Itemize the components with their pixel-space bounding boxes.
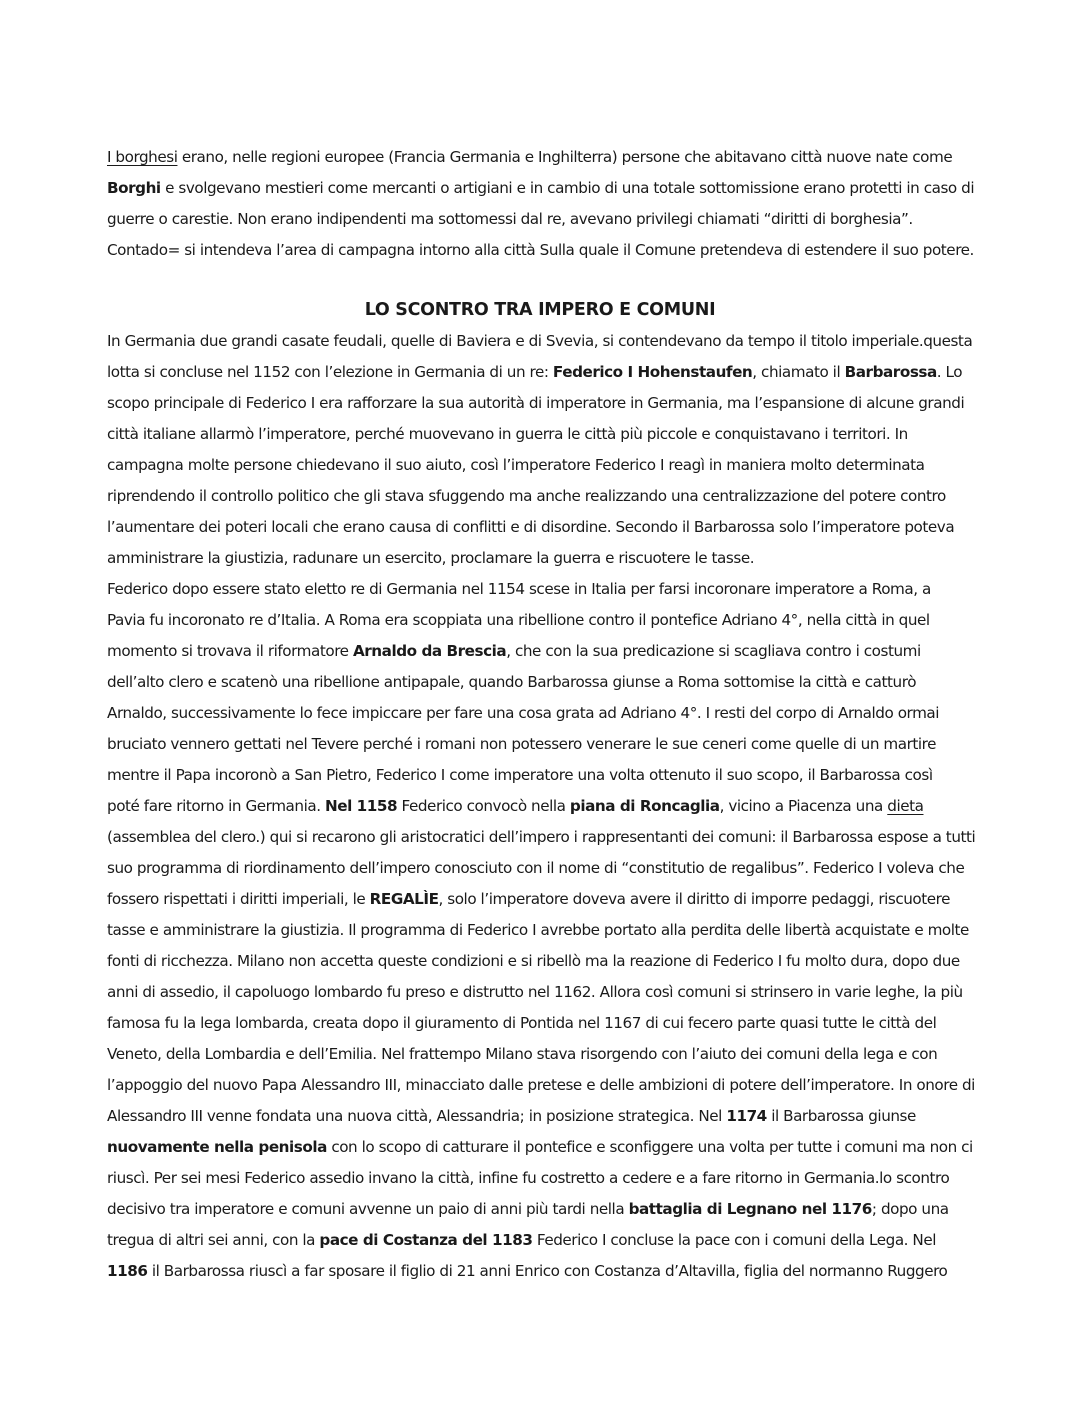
text-line xyxy=(107,481,982,512)
text-run: Federico dopo essere stato eletto re di Germania nel 1154 scese in Italia per farsi incoronare imperatore a Roma, a xyxy=(107,580,931,598)
text-line xyxy=(107,450,982,481)
text-run: Veneto, della Lombardia e dell’Emilia. Nel frattempo Milano stava risorgendo con l’aiuto dei comuni della lega e con xyxy=(107,1045,938,1063)
text-line xyxy=(107,1070,982,1101)
text-line xyxy=(107,977,982,1008)
text-run: l’appoggio del nuovo Papa Alessandro III, minacciato dalle pretese e delle ambizioni di potere dell’imperatore. In onore di xyxy=(107,1076,975,1094)
text-line xyxy=(107,574,982,605)
text-line xyxy=(107,729,982,760)
text-run: suo programma di riordinamento dell’impero conosciuto con il nome di “constitutio de regalibus”. Federico I voleva che xyxy=(107,859,965,877)
text-line xyxy=(107,235,982,266)
bold-term: Arnaldo da Brescia xyxy=(352,642,507,660)
text-line xyxy=(107,698,982,729)
text-run: bruciato vennero gettati nel Tevere perché i romani non potessero venerare le sue ceneri come quelle di un martire xyxy=(107,735,937,753)
text-line xyxy=(107,791,982,822)
text-run: scopo principale di Federico I era rafforzare la sua autorità di imperatore in Germania, ma l’espansione di alcune grandi xyxy=(107,394,965,412)
text-line xyxy=(107,173,982,204)
text-line xyxy=(107,667,982,698)
text-line xyxy=(107,853,982,884)
text-run: , solo l’imperatore doveva avere il diritto di imporre pedaggi, riscuotere xyxy=(438,890,951,908)
text-run: Federico convocò nella xyxy=(397,797,570,815)
underlined-term: I borghesi xyxy=(107,148,178,166)
text-run: riprendendo il controllo politico che gli stava sfuggendo ma anche realizzando una centralizzazione del potere contro xyxy=(107,487,946,505)
text-line xyxy=(107,822,982,853)
text-run: Alessandro III venne fondata una nuova città, Alessandria; in posizione strategica. Nel xyxy=(107,1107,727,1125)
bold-term: Borghi xyxy=(107,179,161,197)
bold-term: 1174 xyxy=(726,1107,767,1125)
bold-term: Nel 1158 xyxy=(324,797,398,815)
text-line xyxy=(107,419,982,450)
text-line xyxy=(107,1008,982,1039)
text-line xyxy=(107,1039,982,1070)
text-run: tasse e amministrare la giustizia. Il programma di Federico I avrebbe portato alla perdita delle libertà acquistate e molte xyxy=(107,921,969,939)
text-run: anni di assedio, il capoluogo lombardo fu preso e distrutto nel 1162. Allora così comuni si strinsero in varie leghe, la più xyxy=(107,983,963,1001)
text-line xyxy=(107,326,982,357)
text-line xyxy=(107,543,982,574)
bold-term: pace di Costanza del 1183 xyxy=(319,1231,533,1249)
text-run: Federico I concluse la pace con i comuni della Lega. Nel xyxy=(532,1231,937,1249)
text-line xyxy=(107,1225,982,1256)
text-run: In Germania due grandi casate feudali, quelle di Baviera e di Svevia, si contendevano da tempo il titolo imperiale.questa xyxy=(107,332,973,350)
text-run: Arnaldo, successivamente lo fece impiccare per fare una cosa grata ad Adriano 4°. I resti del corpo di Arnaldo ormai xyxy=(107,704,940,722)
text-line xyxy=(107,760,982,791)
bold-term: nuovamente nella penisola xyxy=(107,1138,327,1156)
text-line xyxy=(107,946,982,977)
text-run: e svolgevano mestieri come mercanti o artigiani e in cambio di una totale sottomissione erano protetti in caso di xyxy=(160,179,975,197)
text-run: con lo scopo di catturare il pontefice e sconfiggere una volta per tutte i comuni ma non ci xyxy=(326,1138,973,1156)
text-run: (assemblea del clero.) qui si recarono gli aristocratici dell’impero i rappresentanti dei comuni: il Barbarossa espose a tutti xyxy=(107,828,976,846)
bold-term: 1186 xyxy=(107,1262,148,1280)
text-run: fonti di ricchezza. Milano non accetta queste condizioni e si ribellò ma la reazione di Federico I fu molto dura, dopo due xyxy=(107,952,960,970)
text-line xyxy=(107,142,982,173)
text-run: mentre il Papa incoronò a San Pietro, Federico I come imperatore una volta ottenuto il suo scopo, il Barbarossa così xyxy=(107,766,933,784)
text-line xyxy=(107,388,982,419)
text-run: , chiamato il xyxy=(752,363,845,381)
text-run: riuscì. Per sei mesi Federico assedio invano la città, infine fu costretto a cedere e a fare ritorno in Germania.lo scontro xyxy=(107,1169,950,1187)
text-line xyxy=(107,357,982,388)
text-run: ; dopo una xyxy=(871,1200,949,1218)
text-line xyxy=(107,605,982,636)
text-line xyxy=(107,512,982,543)
text-run: città italiane allarmò l’imperatore, perché muovevano in guerra le città più piccole e conquistavano i territori. In xyxy=(107,425,908,443)
text-run: Pavia fu incoronato re d’Italia. A Roma era scoppiata una ribellione contro il pontefice Adriano 4°, nella città in quel xyxy=(107,611,930,629)
bold-term: Barbarossa xyxy=(844,363,937,381)
text-run: fossero rispettati i diritti imperiali, le xyxy=(107,890,370,908)
text-run: dell’alto clero e scatenò una ribellione antipapale, quando Barbarossa giunse a Roma sottomise la città e catturò xyxy=(107,673,917,691)
text-line xyxy=(107,915,982,946)
text-run: il Barbarossa giunse xyxy=(766,1107,916,1125)
text-run: l’aumentare dei poteri locali che erano causa di conflitti e di disordine. Secondo il Barbarossa solo l’imperatore poteva xyxy=(107,518,955,536)
text-run: famosa fu la lega lombarda, creata dopo il giuramento di Pontida nel 1167 di cui fecero parte quasi tutte le città del xyxy=(107,1014,937,1032)
text-run: il Barbarossa riuscì a far sposare il figlio di 21 anni Enrico con Costanza d’Altavilla, figlia del normanno Ruggero xyxy=(147,1262,948,1280)
text-run: , vicino a Piacenza una xyxy=(719,797,888,815)
text-line xyxy=(107,884,982,915)
text-run: lotta si concluse nel 1152 con l’elezione in Germania di un re: xyxy=(107,363,553,381)
section-heading: LO SCONTRO TRA IMPERO E COMUNI xyxy=(364,300,716,320)
text-line xyxy=(107,1256,982,1287)
text-line xyxy=(107,204,982,235)
bold-term: battaglia di Legnano nel 1176 xyxy=(628,1200,872,1218)
text-line xyxy=(107,1163,982,1194)
text-line xyxy=(107,1194,982,1225)
text-line xyxy=(107,1132,982,1163)
body-paragraph xyxy=(107,326,982,1287)
text-run: guerre o carestie. Non erano indipendenti ma sottomessi dal re, avevano privilegi chiamati “diritti di borghesia”. xyxy=(107,210,913,228)
intro-paragraph xyxy=(107,142,982,266)
text-run: poté fare ritorno in Germania. xyxy=(107,797,325,815)
bold-term: piana di Roncaglia xyxy=(569,797,720,815)
text-run: decisivo tra imperatore e comuni avvenne un paio di anni più tardi nella xyxy=(107,1200,629,1218)
text-run: erano, nelle regioni europee (Francia Germania e Inghilterra) persone che abitavano città nuove nate come xyxy=(177,148,953,166)
text-run: Contado= si intendeva l’area di campagna intorno alla città Sulla quale il Comune pretendeva di estendere il suo potere. xyxy=(107,241,974,259)
text-run: campagna molte persone chiedevano il suo aiuto, così l’imperatore Federico I reagì in maniera molto determinata xyxy=(107,456,925,474)
text-run: . Lo xyxy=(936,363,963,381)
bold-term: Federico I Hohenstaufen xyxy=(552,363,753,381)
text-run: amministrare la giustizia, radunare un esercito, proclamare la guerra e riscuotere le tasse. xyxy=(107,549,755,567)
text-line xyxy=(107,1101,982,1132)
bold-term: REGALÌE xyxy=(369,890,439,908)
text-run: momento si trovava il riformatore xyxy=(107,642,353,660)
text-run: tregua di altri sei anni, con la xyxy=(107,1231,320,1249)
underlined-term: dieta xyxy=(887,797,924,815)
text-run: , che con la sua predicazione si scagliava contro i costumi xyxy=(506,642,921,660)
text-line xyxy=(107,636,982,667)
